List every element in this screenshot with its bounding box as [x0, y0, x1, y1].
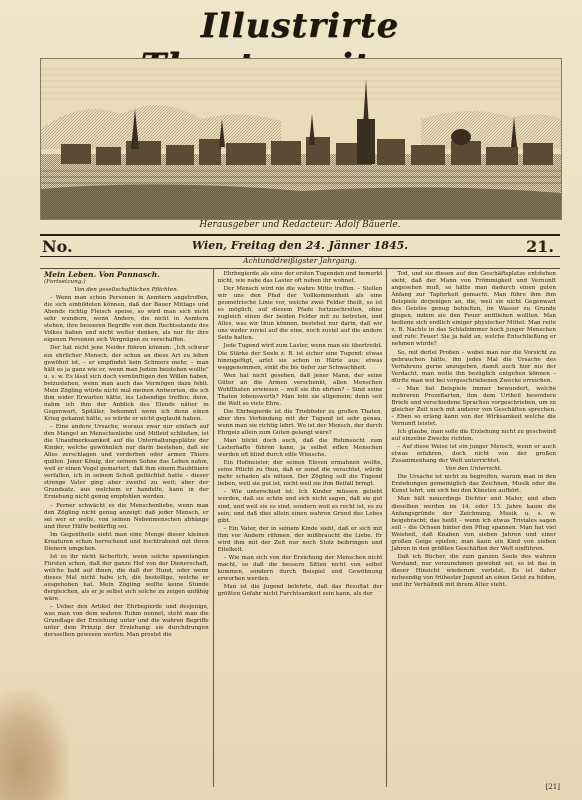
vienna-skyline-illustration [41, 59, 561, 219]
volume-line: Achtunddreißigster Jahrgang. [243, 256, 357, 265]
paragraph: Wen hat nicht gesehen, daß jener Mann, der seine Güter an die Armen verschenkt, allen Menschen Wohlthaten erwiesen – weil sie ihn ehrten? – Sind seine Thaten lobenswerth? Man lobt sie allgemein; denn seit die Welt so viele Ehre. [217, 372, 383, 407]
paragraph: – Wie unterschied ist: Ich Kinder müssen geliebt werden, daß sie schön und sich nicht sagen, daß sie gut sind, und weil sie es sind, sondern weil es recht ist, es zu sein; und daß dies allein einen wahren Grund des Lobes gibt. [217, 489, 383, 524]
paragraph: Der hat nicht jene Neider führen können: „Ich schwur ein ehrlicher Mensch, der schon an diese Art zu leben gewöhnt ist, – er empfindet kein Schmerz mehr, – man hält es ja ganz wie er, wenn man Jedem beistehen wollte" u. s. w. Es lässt sich doch vernünftigen den Willen haben, beizustehen, wenn man auch das Vermögen dazu fehlt. Mein Zögling würde nicht mal meinen Antworten, die ich ihm wider Erwarten hätte, ins Lebendige treffen; denn, nahm ich ihm der Anblick des Elends näher in Gegenwart, Spitäler, bekommt wenn ich denn einen Krieg gekannt hätte, so würde er nicht geglaubt haben. [44, 345, 209, 422]
paragraph: – Ferner schwächt es die Menschenliebe, wenn man den Zögling nicht genug anzeigt: daß jeder Mensch, er sei wer er wolle, von seinen Nebenmenschen abhänge und ihrer Hülfe bedürftig sei. [44, 502, 209, 530]
paragraph: – Man hat Beispiele immer bewundert, welche mehreren Prozeßarten, ihm dem Urtheil besondere Briefe und verschiedene Sprachen vorgeschrieben, um zu gleicher Zeit noch mit anderer von Geschäften sprechen. – Eben so erlang kann von der Wirksamkeit welche die Vernunft leistet. [391, 385, 557, 427]
column-3 [386, 269, 560, 787]
publication-date: Wien, Freitag den 24. Jänner 1845. [191, 239, 409, 252]
page-number: [21] [545, 783, 560, 791]
article-heading: Mein Leben. Von Pannasch. [44, 270, 160, 279]
paper-stain [0, 690, 70, 800]
article-subheading: (Fortsetzung.) [44, 279, 86, 286]
paragraph: – Wenn man schon Personen in Aemtern angetroffen, die sich einbildeten können, daß der Bauer Mittags und Abends richtig Fleisch speise, so wird man sich nicht sehr wundern, wenn Andere, die nicht in Aemtern stehen, ihre besseren Begriffe von dem Rechtsstande des Volkes haben und nicht weiter denken, als nur für ihre eigenen Personen sich Vergnügen zu verschaffen. [44, 295, 209, 344]
paragraph: Jede Tugend wird zum Laster, wenn man sie übertreibt. Die Stärke der Seele z. B. ist sicher eine Tugend; etwas hinzugefügt, artet sie schon in Härte aus; etwas weggenommen, sinkt die bis tiefer zur Schwachheit. [217, 343, 383, 371]
column-2-body [218, 271, 383, 598]
paragraph: Tod, und sie diesen auf den Geschäftsplatze entstehen sieht, daß der Mann von Frömmigkeit und Vernunft angesehen muß, so hätte man dadurch einen guten Anfang zur Tapferkeit gemacht. Man führe ihm ihm Beispiele derjenigen an, die, weil sie nicht Gegenwart des Geistes genug behielten, im Wasser zu Grunde gingen, indem sie den Feuer entfliehen wollten. Man bediene sich endlich einiger physischer Mittel: Man reite z. B. Nachts in das Schlafzimmer hoch junger Menschen und rufe: Feuer! Sie ja bald an, welche Entschließung er nehmen würde? [391, 271, 557, 348]
dateline-bar [40, 234, 560, 257]
paragraph: Ich glaube, man solle die Erziehung nicht zu geschwind auf einzelne Zwecke richten. [391, 429, 557, 443]
article-columns [40, 268, 560, 787]
paragraph: – Auf diese Weise ist ein junger Mensch, wenn er auch etwas erfahren, doch nicht von der großen Zusammenhang der Welt unterrichtet. [391, 444, 557, 465]
column-3-body [391, 271, 556, 589]
paragraph: So, mit derlei Proben – wobei man nur die Vorsicht zu gebrauchen hätte, ihn jedes Mal die Ursache des Verfahrens gerne anzugeben, damit auch hier nie der Verdacht, man wolle ihn bezüglich entgehen können – dürfte man wol bei vorgeschriebenen Zwecke erreichen. [391, 349, 557, 384]
paragraph: Ein Hofmeister, der seinen Eleven ermahnen wollte, seine Pflicht zu thun, daß er sonst die verachtet, würde mehr schaden als nützen. Der Zögling soll die Tugend lieben, weil sie gut ist, nicht weil sie ihm Beifall bringt. [217, 460, 383, 488]
paragraph: – Eine andere Ursache, woraus zwar nur einfach auf den Mangel an Menschenliebe und Mitleid schließen, ist die Unaufmerksamkeit auf die Unterhaltungsplätze der Kinder, welche gewöhnlich nur darin bestehen, daß sie Alles zerschlagen und verderben oder armen Thiere quälen. Jener König, der seinem Sohne das Leben nahm, weil er einen Vogel gemartert, daß ihm einem Raubthiere verfallen, ich in seinem Schoß geflüchtet hatte – dieser strenge Vater ging aber zweifel zu weit; aber der Grundsatz, aus welchem er handelte, kann in der Erziehung nicht genug empfohlen werden. [44, 423, 209, 501]
city-engraving-image [40, 58, 562, 220]
paragraph: Die Ehrbegierde ist die Triebfeder zu großen Thaten, aber ihre Verbindung mit der Tugend ist sehr genau, wenn man sie richtig lehrt. Wo ist der Mensch, der durch Ehrgeiz allein zum Guten gelangt wäre? [217, 408, 383, 437]
issue-number: 21. [526, 237, 554, 256]
paragraph: Daß ich Bücher, die zum ganzen Seele des wahren Verstand, nur vorzunehmen gewohnt sei, so ist das in dieser Hinsicht wiederum verletzt. Es ist daher notwendig von frühester Jugend an einen Geist zu bilden, und ihr Verhältniß mit ihrem Alter steht. [391, 553, 557, 589]
paragraph: Man blickt doch auch, daß die Ruhmsucht zum Lasterhafte führen kann, ja selbst edlen Menschen werden oft blind durch eitle Wünsche. [217, 438, 383, 459]
masthead-title: Illustrirte [200, 6, 400, 46]
paragraph: Die Ursache ist nicht zu begreifen, warum man in den Erziehungen gemeiniglich das Zeichnen, Musik oder die Kunst lehrt, um sich bei den Künsten aufhört. [391, 474, 557, 495]
paragraph: Der Mensch wird nie die wahre Mitte treffen. – Stellen wir uns den Pfad der Vollkommenheit als eine geometrische Linie vor, welche zwei Felder theilt, so ist es möglich, auf diesem Pfade fortzuschreiten, ohne zugleich einen der beiden Felder mit zu betreten, und Alles, was wir thun können, bestehet nur darin, daß wir uns weder zuviel auf die eine, noch zuviel auf die andere Seite halten. [217, 286, 383, 342]
paragraph: Man ist die Jugend belehrte, daß das Resultat der größten Gefahr nicht Furchtsamkeit sein kann, als der [217, 584, 383, 598]
paragraph: Ist es ihr nicht lächerlich, wenn solche spannlangen Fürsten schon, daß der ganze Hof von der Dienerschaft, welche bald auf ihnen, die daß der Hund, oder wenn dieses Mal nicht habe ich, die bestellige, welche er ausgehoben hat. Mein Zögling wollte keine Stunde dergleichen, als er je selbst sich solche zu zeigen unfähig wäre. [44, 553, 209, 603]
column-2 [213, 269, 387, 787]
paragraph: Von den Unterricht. [445, 466, 502, 473]
column-1-body [44, 295, 209, 639]
editors-line: Herausgeber und Redacteur: Adolf Bäuerle. [199, 220, 401, 230]
paragraph: Ehrbegierde als eine der ersten Tugenden und bemerkt nicht, wie nahe das Laster oft neben ihr wohnet. [217, 271, 383, 285]
paragraph: – Ueber den Artikel der Ehrbegierde und desjenige, was man von dem wahren Ruhm nennet, steht man die Grundlage der Erziehung unter und die wahren Begriffe unter dem Prinzip der Erziehung; sie durchdrungen dersselben gewesen werfen. Man prostet die [44, 604, 209, 639]
paragraph: – Wie man sich von der Erziehung der Menschen nicht macht, so daß die bessern Sitten nicht von selbst kommen, sondern durch Beispiel und Gewöhnung erworben werden. [217, 554, 383, 582]
paragraph: – Ein Vater, der in seinem Kinde sieht, daß er sich mit ihm vor Andern rühmen, der mißbraucht die Liebe. Er wird ihm mit der Zeit nur noch Stolz beibringen und Eitelkeit. [217, 525, 383, 553]
section-title: Von den gesellschaftlichen Pflichten. [74, 287, 179, 294]
number-label: No. [42, 237, 73, 256]
paragraph: Man hält neuerdings Dichter und Maler, und eben dieselben werden im 14. oder 15. Jahre kaum die Anfangsgründe der Zeichnung, Musik u. s. w. beigebracht; das heißt – wenn ich etwas Triviales sagen soll – die Ochsen hinter den Pflug spannen. Man hat viel Weisheit, daß Knaben von sieben Jahren und einer großen Geige spielen; man kann ein Kind von sieben Jahren in den größten Geschäften der Welt einführen. [391, 496, 557, 552]
paragraph: Im Gegentheile sieht man eine Menge dieser kleinen Kreaturen schon herrschend und hochtrabend mit ihren Dienern umgehen. [44, 531, 209, 552]
